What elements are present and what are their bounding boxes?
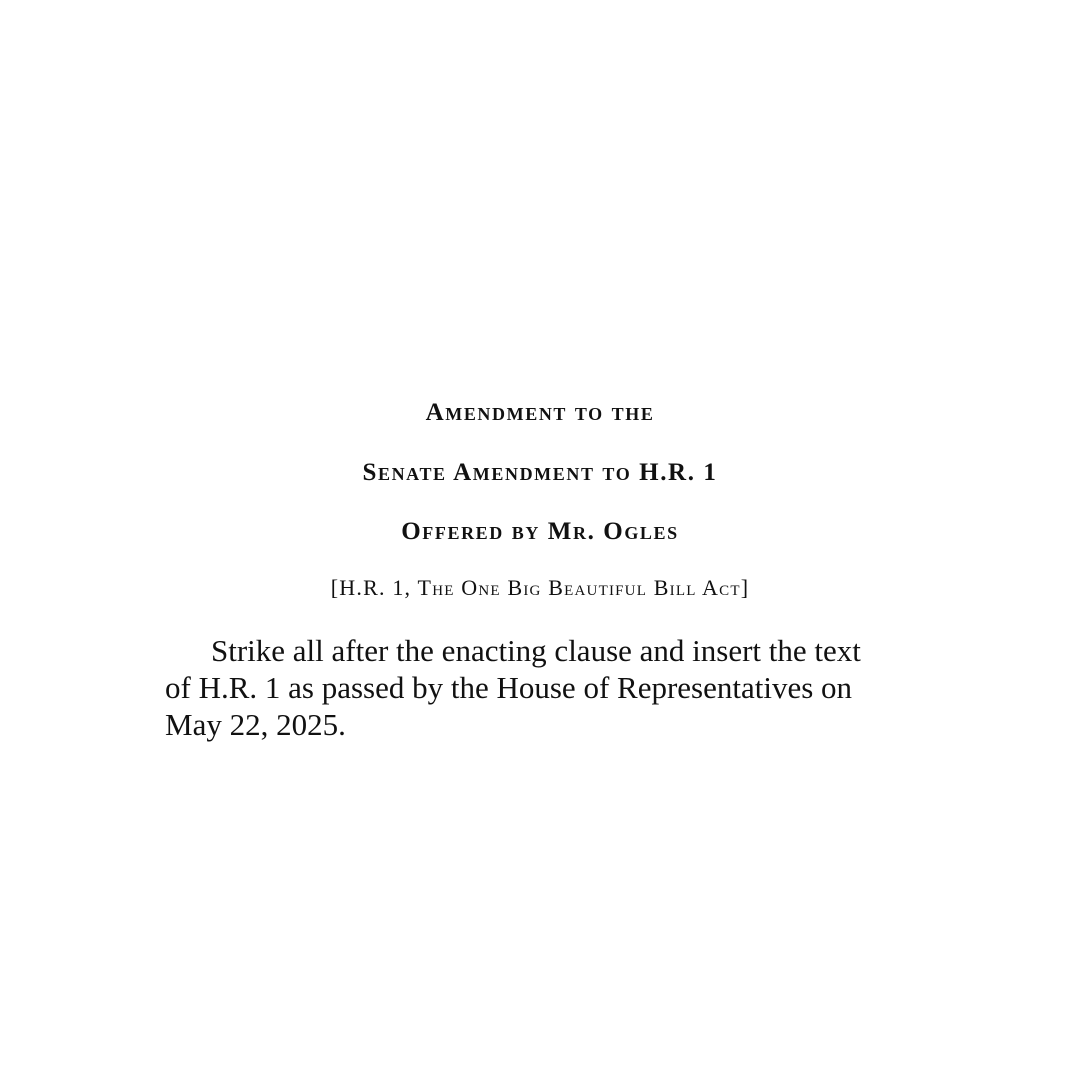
body-line-3: May 22, 2025.: [165, 707, 346, 742]
senate-amendment-heading: Senate Amendment to H.R. 1: [362, 459, 718, 486]
body-line-2: of H.R. 1 as passed by the House of Representatives on: [165, 670, 853, 705]
amendment-heading: Amendment to the: [425, 399, 655, 426]
bill-subtitle: [H.R. 1, The One Big Beautiful Bill Act]: [330, 575, 750, 600]
body-line-1: Strike all after the enacting clause and insert the text: [211, 633, 861, 668]
amendment-body-text: [165, 632, 925, 743]
offered-by-heading: Offered by Mr. Ogles: [401, 518, 679, 545]
